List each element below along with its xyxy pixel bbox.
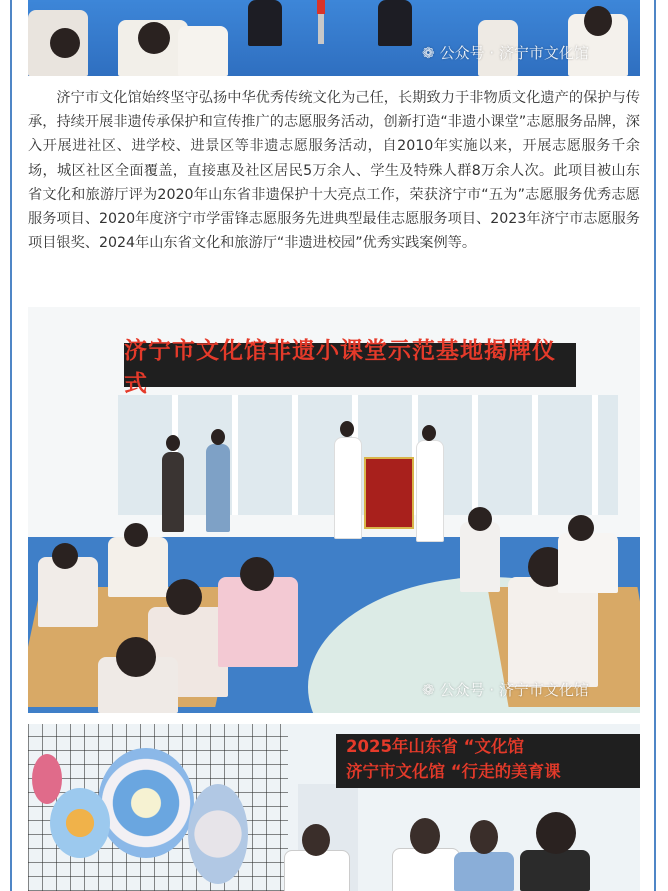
activity-banner [336,734,640,788]
ceremony-banner [124,338,576,397]
wechat-icon: ❁ [422,680,435,699]
watermark [422,679,589,700]
wechat-icon: ❁ [422,43,435,62]
activity-banner-line1: 2025年山东省 “文化馆 [346,737,525,756]
photo-aesthetic-class [28,724,640,891]
photo-plaque-ceremony [28,307,640,713]
activity-banner-line2: 济宁市文化馆 “行走的美育课 [346,762,561,781]
ceremony-banner-text: 济宁市文化馆非遗小课堂示范基地揭牌仪式 [124,338,556,397]
photo-children-stage [28,0,640,76]
watermark [422,42,589,63]
pennant-banner [364,457,414,529]
article-paragraph: 济宁市文化馆始终坚守弘扬中华优秀传统文化为己任，长期致力于非物质文化遗产的保护与传承，持续开展非遗传承保护和宣传推广的志愿服务活动，创新打造“非遗小课堂”志愿服务品牌，深入开展进社区、进学校、进景区等非遗志愿服务活动，自2010年实施以来，开展志愿服务千余场，城区社区全面覆盖，直接惠及社区居民5万余人、学生及特殊人群8万余人次。此项目被山东省文化和旅游厅评为2020年山东省非遗保护十大亮点工作，荣获济宁市“五为”志愿服务优秀志愿服务项目、2020年度济宁市学雷锋志愿服务先进典型最佳志愿服务项目、2023年济宁市志愿服务项目银奖、2024年山东省文化和旅游厅“非遗进校园”优秀实践案例等。 [28,90,640,252]
watermark-label: 公众号 · 济宁市文化馆 [439,681,589,699]
watermark-label: 公众号 · 济宁市文化馆 [439,44,589,62]
